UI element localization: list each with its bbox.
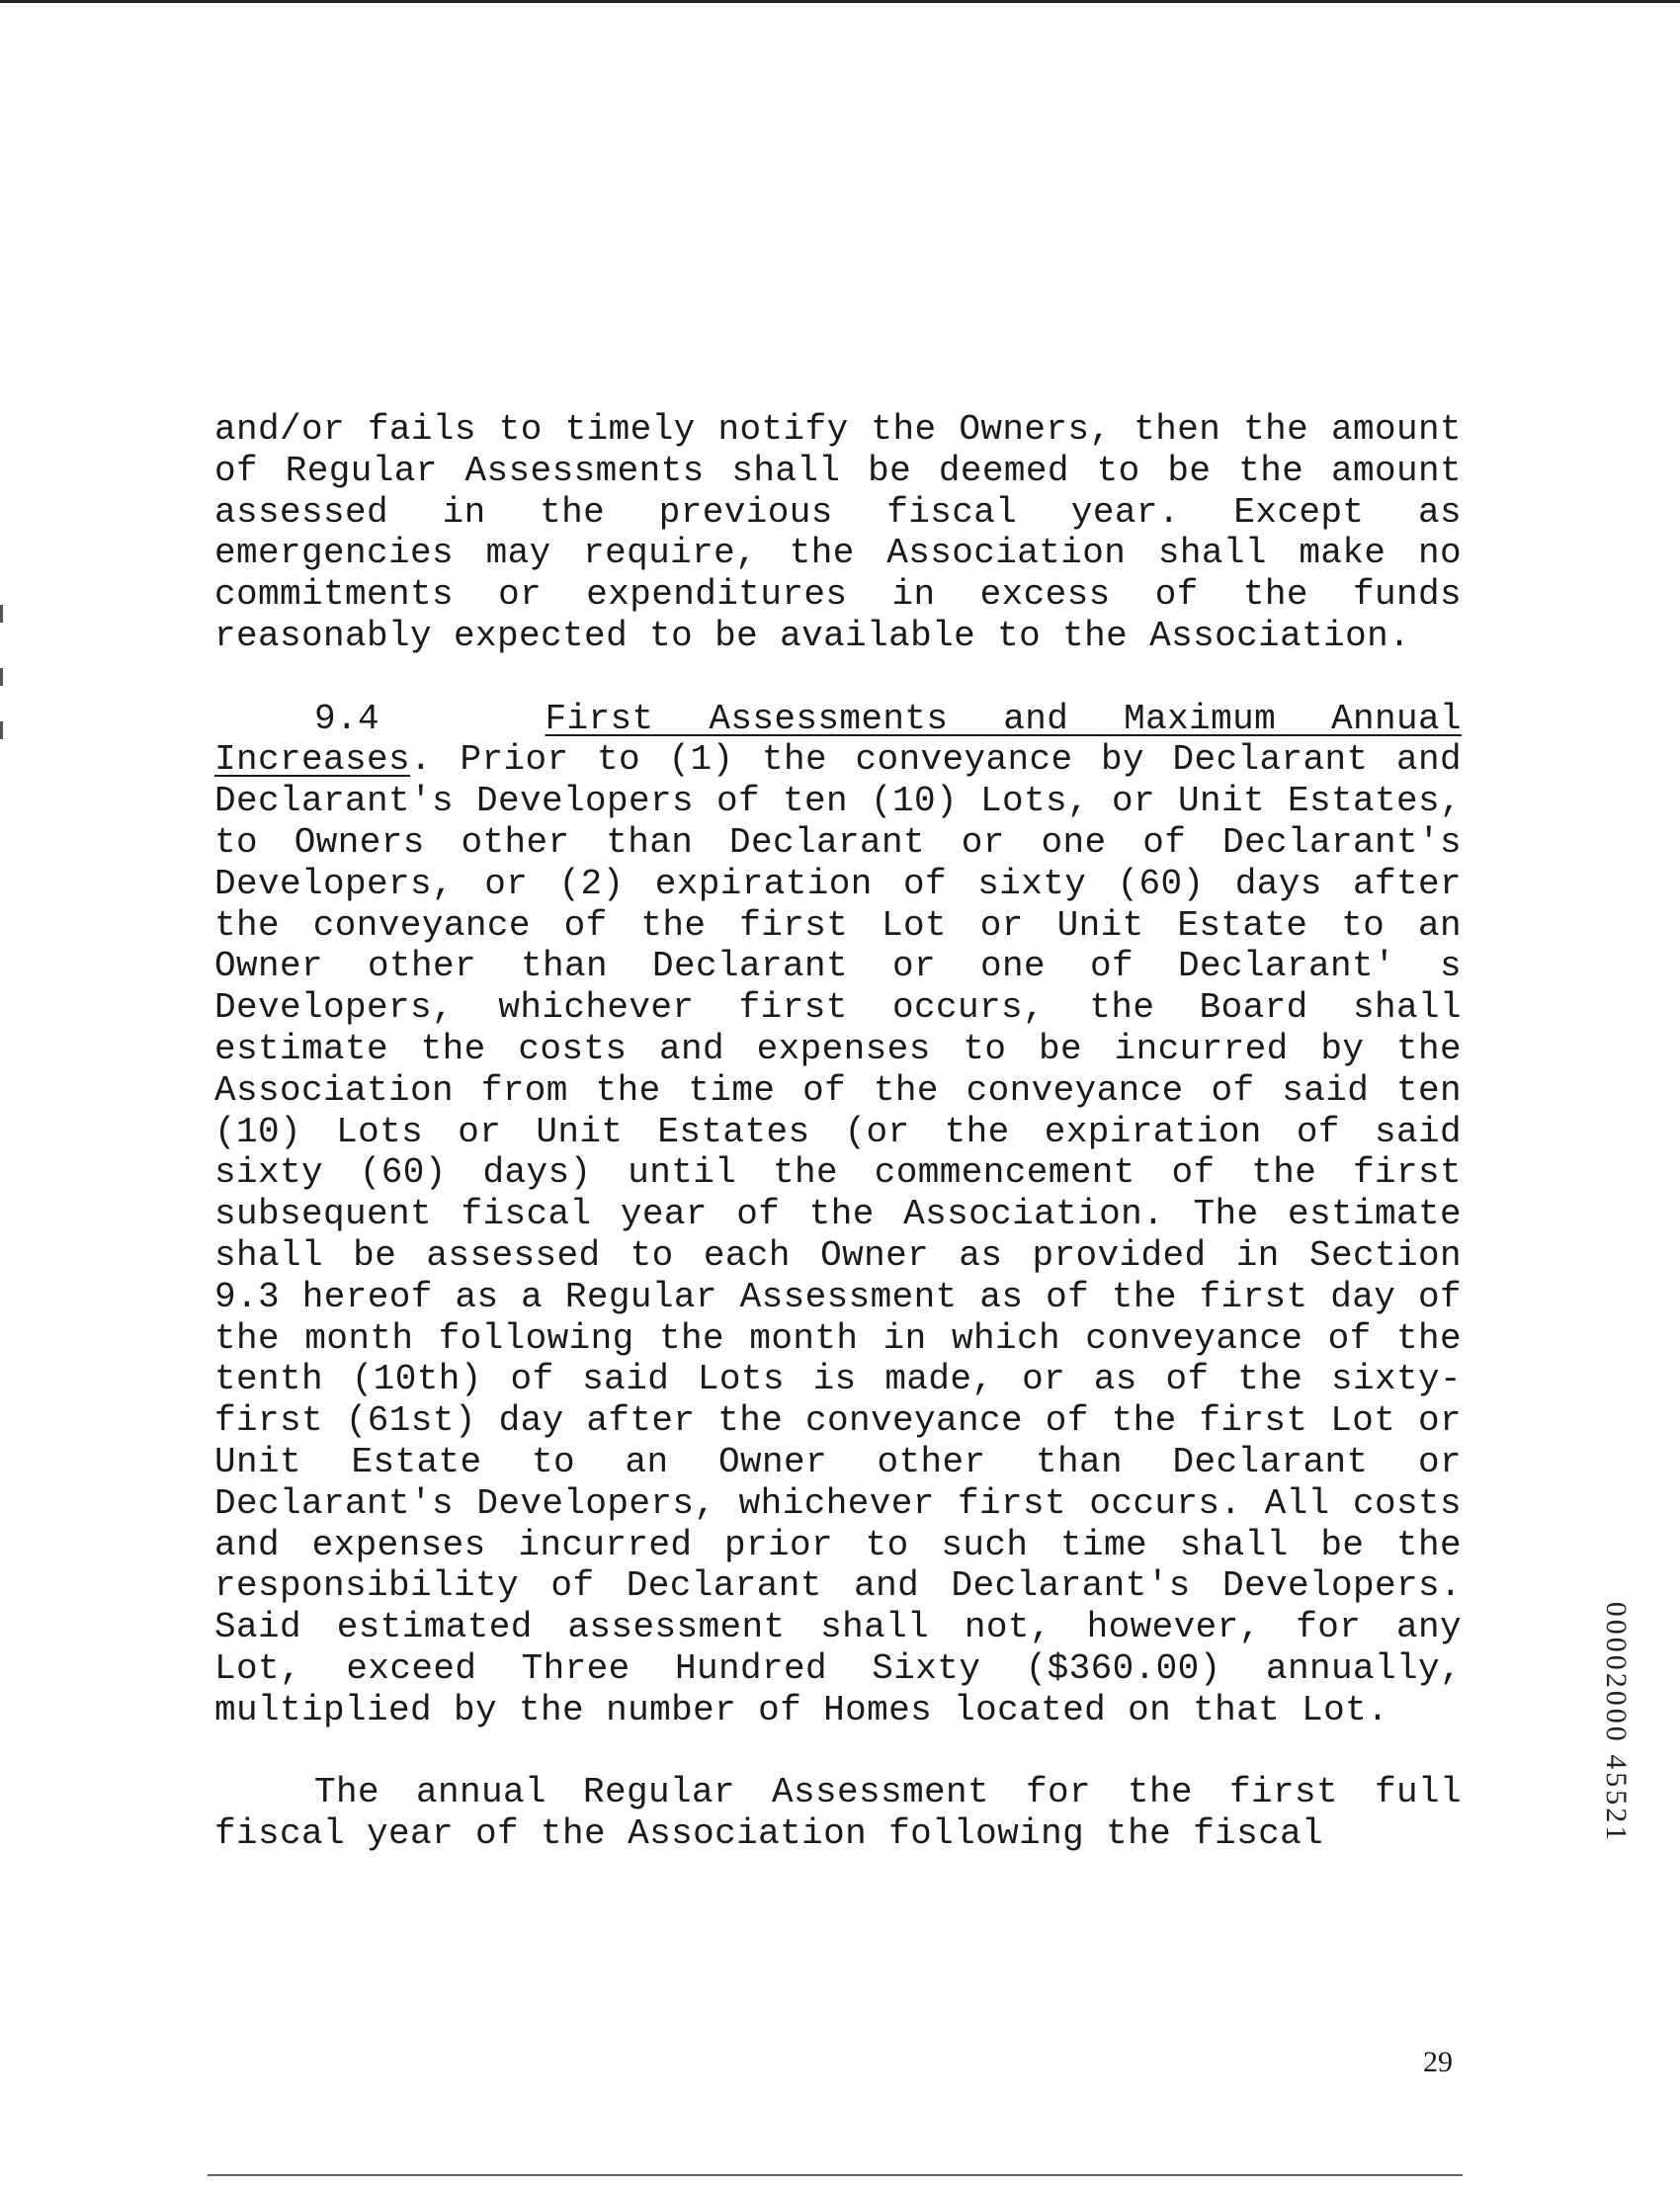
scan-mark: [0, 668, 3, 686]
paragraph-annual-assessment-text: The annual Regular Assessment for the first full fiscal year of the Association following the fiscal: [214, 1772, 1462, 1855]
scan-mark: [0, 721, 3, 739]
section-9-4: [214, 699, 1462, 1731]
paragraph-continuation: and/or fails to timely notify the Owners, then the amount of Regular Assessments shall be deemed to be the amount assessed in the previous fiscal year. Except as emergencies may require, the Association shall make no commitments or expenditures in excess of the funds reasonably expected to be available to the Association.: [214, 409, 1462, 656]
page-number: 29: [1423, 2046, 1453, 2078]
section-body: Prior to (1) the conveyance by Declarant and Declarant's Developers of ten (10) Lots, or Unit Estates, to Owners other than Declarant or one of Declarant's Developers, or (2) expiration of sixty (60) days after the conveyance of the first Lot or Unit Estate to an Owner other than Declarant or one of Declarant' s Developers, whichever first occurs, the Board shall estimate the costs and expenses to be incurred by the Association from the time of the conveyance of said ten (10) Lots or Unit Estates (or the expiration of said sixty (60) days) until the commencement of the first subsequent fiscal year of the Association. The estimate shall be assessed to each Owner as provided in Section 9.3 hereof as a Regular Assessment as of the first day of the month following the month in which conveyance of the tenth (10th) of said Lots is made, or as of the sixty-first (61st) day after the conveyance of the first Lot or Unit Estate to an Owner other than Declarant or Declarant's Developers, whichever first occurs. All costs and expenses incurred prior to such time shall be the responsibility of Declarant and Declarant's Developers. Said estimated assessment shall not, however, for any Lot, exceed Three Hundred Sixty ($360.00) annually, multiplied by the number of Homes located on that Lot.: [214, 739, 1462, 1730]
scan-mark: [0, 605, 3, 623]
section-heading: First Assessments and Maximum Annual Increases: [214, 698, 1462, 781]
section-heading-period: .: [410, 739, 433, 781]
recording-stamp: [1601, 1591, 1631, 1853]
recording-stamp-text: 00002000 45521: [1600, 1601, 1633, 1843]
section-number: 9.4: [314, 698, 380, 739]
top-border-line: [0, 0, 1680, 3]
paragraph-annual-assessment: [214, 1772, 1462, 1855]
document-body: [214, 409, 1462, 1855]
bottom-border-line: [208, 2174, 1463, 2176]
